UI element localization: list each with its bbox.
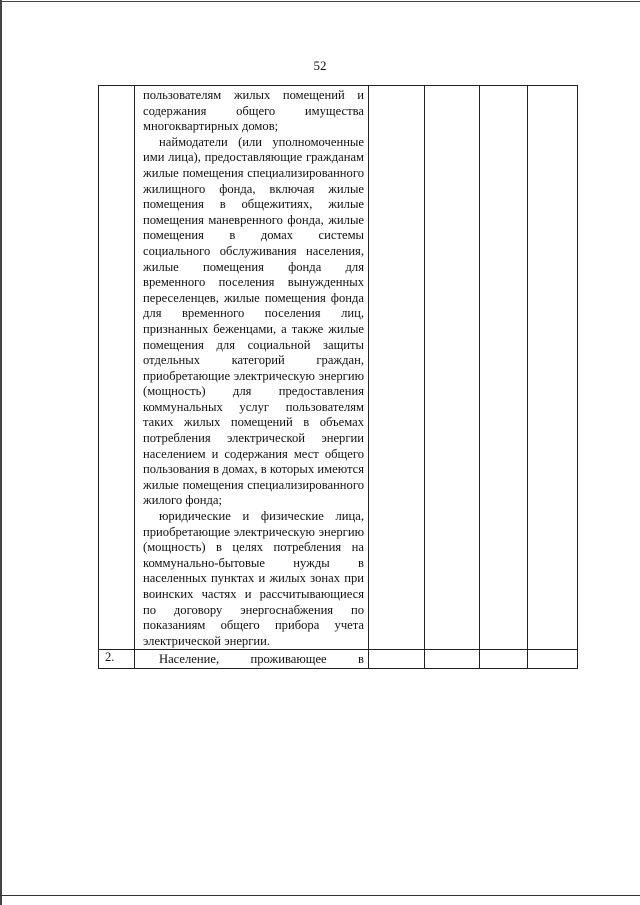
empty-cell [480,650,528,669]
row-number-cell: 2. [99,650,135,669]
table-row [99,650,578,669]
empty-cell [480,86,528,650]
tariff-table [98,85,578,669]
empty-cell [528,650,578,669]
paragraph: Население, проживающее в [159,652,364,667]
description-cell [135,650,369,669]
row-number-cell [99,86,135,650]
empty-cell [369,86,425,650]
page-number: 52 [313,58,327,73]
empty-cell [528,86,578,650]
empty-cell [425,650,480,669]
empty-cell [369,650,425,669]
scan-edge-left [0,0,2,905]
scan-edge-bottom [0,895,640,896]
paragraph: наймодатели (или уполномоченные ими лица), предоставляющие гражданам жилые помещения специализированного жилищного фонда, включая жилые помещения в общежитиях, жилые помещения маневренного фонда, жилые помещения в домах системы социального обслуживания населения, жилые помещения фонда для временного поселения вынужденных переселенцев, жилые помещения фонда для временного поселения лиц, признанных беженцами, а также жилые помещения для социальной защиты отдельных категорий граждан, приобретающие электрическую энергию (мощность) для предоставления коммунальных услуг пользователям таких жилых помещений в объемах потребления электрической энергии населением и содержания мест общего пользования в домах, в которых имеются жилые помещения специализированного жилого фонда; [143,134,364,508]
scan-edge-top [0,1,640,2]
paragraph: пользователям жилых помещений и содержания общего имущества многоквартирных домов; [143,88,364,134]
description-cell [135,86,369,650]
empty-cell [425,86,480,650]
table-row [99,86,578,650]
paragraph: юридические и физические лица, приобретающие электрическую энергию (мощность) в целях потребления на коммунально-бытовые нужды в населенных пунктах и жилых зонах при воинских частях и рассчитывающиеся по договору энергоснабжения по показаниям общего прибора учета электрической энергии. [143,509,364,648]
